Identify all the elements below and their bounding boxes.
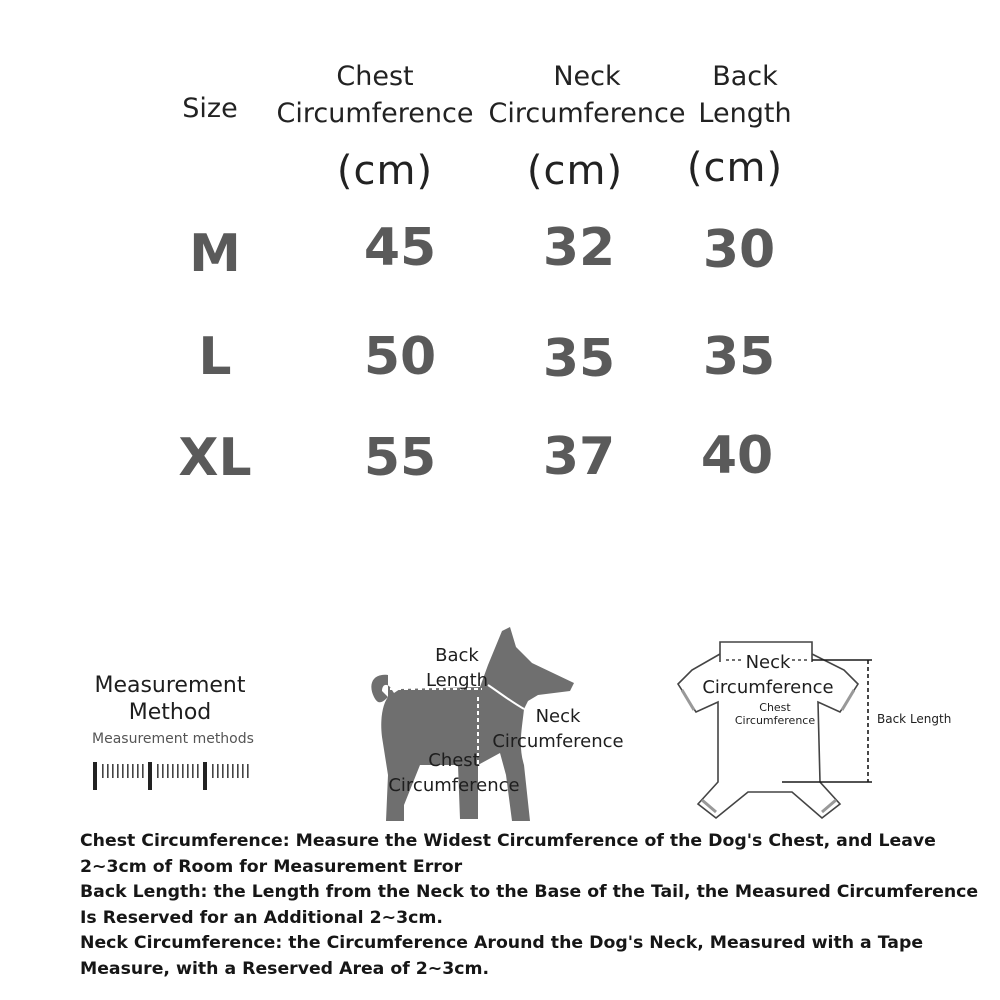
chest-value: 45 bbox=[363, 218, 437, 278]
chest-value: 50 bbox=[363, 327, 437, 387]
measurement-method-title: Measurement Method bbox=[94, 673, 246, 725]
garment-neck-label: Neck Circumference bbox=[702, 652, 834, 698]
note-back: Back Length: the Length from the Neck to the Base of the Tail, the Measured Circumference Is Reserved for an Additional 2~3cm. bbox=[80, 882, 979, 928]
ruler-icon bbox=[90, 756, 260, 792]
header-neck: Neck Circumference bbox=[488, 61, 686, 129]
measurement-method-subtitle: Measurement methods bbox=[92, 731, 254, 747]
size-label: XL bbox=[178, 428, 252, 488]
neck-value: 35 bbox=[542, 329, 616, 389]
note-chest: Chest Circumference: Measure the Widest Circumference of the Dog's Chest, and Leave 2~3cm of Room for Measurement Error bbox=[80, 831, 936, 877]
neck-value: 37 bbox=[542, 427, 616, 487]
header-chest: Chest Circumference bbox=[276, 61, 474, 129]
chest-value: 55 bbox=[363, 428, 437, 488]
dog-back-length-label: Back Length bbox=[425, 645, 489, 691]
back-value: 30 bbox=[702, 220, 776, 280]
back-value: 40 bbox=[700, 426, 774, 486]
unit-chest: (cm) bbox=[336, 148, 434, 194]
neck-value: 32 bbox=[542, 218, 616, 278]
size-label: M bbox=[189, 224, 241, 284]
note-neck: Neck Circumference: the Circumference Around the Dog's Neck, Measured with a Tape Measure, with a Reserved Area of 2~3cm. bbox=[80, 933, 924, 979]
garment-back-length-label: Back Length bbox=[877, 712, 952, 726]
unit-neck: (cm) bbox=[526, 148, 624, 194]
garment-chest-label: Chest Circumference bbox=[734, 701, 816, 727]
size-label: L bbox=[198, 327, 232, 387]
dog-neck-label: Neck Circumference bbox=[492, 706, 624, 752]
dog-chest-label: Chest Circumference bbox=[388, 750, 520, 796]
header-back: Back Length bbox=[698, 61, 792, 129]
unit-back: (cm) bbox=[686, 145, 784, 191]
back-value: 35 bbox=[702, 327, 776, 387]
header-size: Size bbox=[182, 93, 238, 124]
measurement-notes bbox=[80, 829, 985, 983]
